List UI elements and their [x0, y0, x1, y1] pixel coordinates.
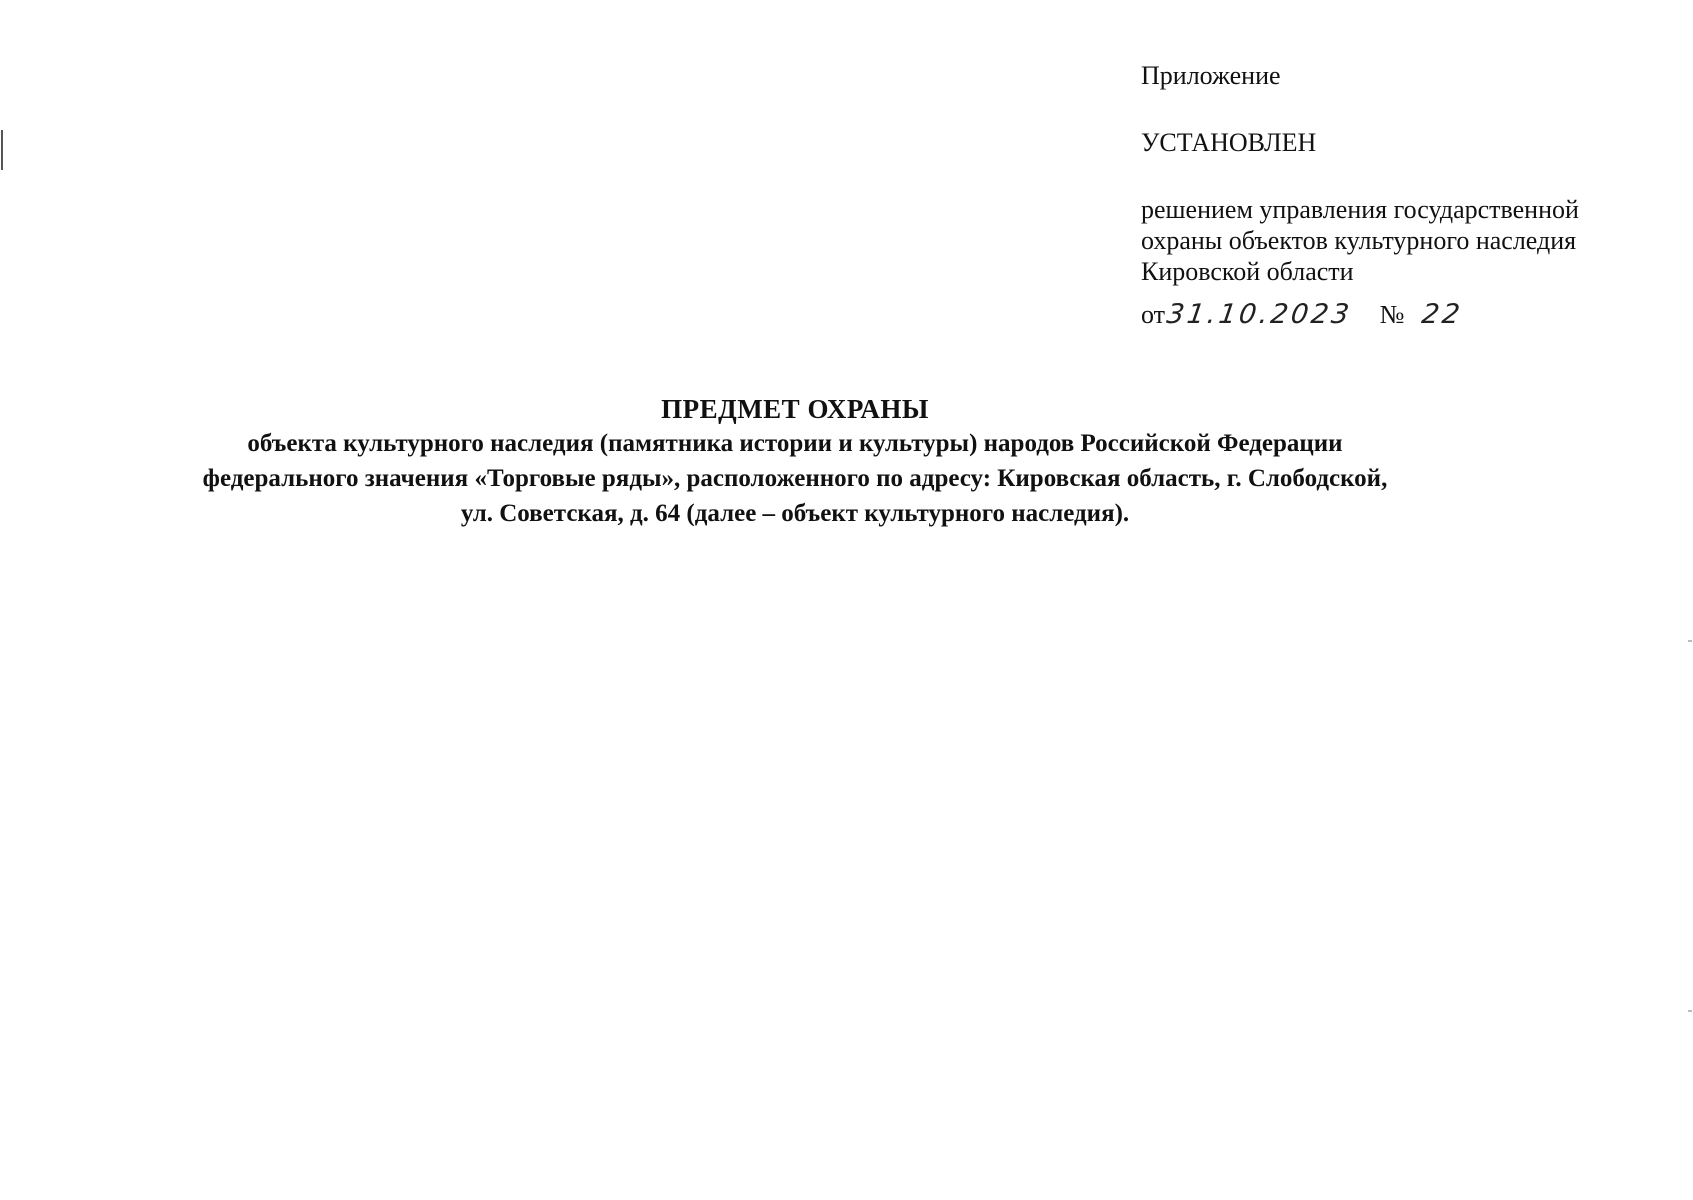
decision-line: Кировской области — [1141, 257, 1354, 286]
date-number-line — [1141, 299, 1661, 330]
number-sign: № — [1379, 300, 1405, 329]
document-title: ПРЕДМЕТ ОХРАНЫ — [661, 394, 929, 424]
appendix-label: Приложение — [1141, 61, 1281, 90]
scan-edge-mark — [1688, 640, 1692, 642]
decision-text — [1141, 194, 1661, 287]
scan-edge-mark — [1, 130, 3, 170]
document-heading — [100, 392, 1490, 531]
document-subtitle-line: ул. Советская, д. 64 (далее – объект культурного наследия). — [460, 500, 1130, 527]
decision-line: решением управления государственной — [1141, 195, 1579, 224]
handwritten-date: 31.10.2023 — [1164, 299, 1354, 330]
handwritten-number: 22 — [1420, 299, 1465, 330]
document-subtitle-line: федерального значения «Торговые ряды», расположенного по адресу: Кировская область, г. Слободской, — [202, 465, 1388, 492]
approval-block — [1141, 60, 1661, 330]
date-prefix: от — [1141, 300, 1166, 329]
scan-edge-mark — [1688, 1010, 1692, 1012]
decision-line: охраны объектов культурного наследия — [1141, 226, 1577, 255]
approved-label: УСТАНОВЛЕН — [1141, 128, 1317, 157]
document-subtitle-line: объекта культурного наследия (памятника истории и культуры) народов Российской Федерации — [247, 430, 1343, 457]
